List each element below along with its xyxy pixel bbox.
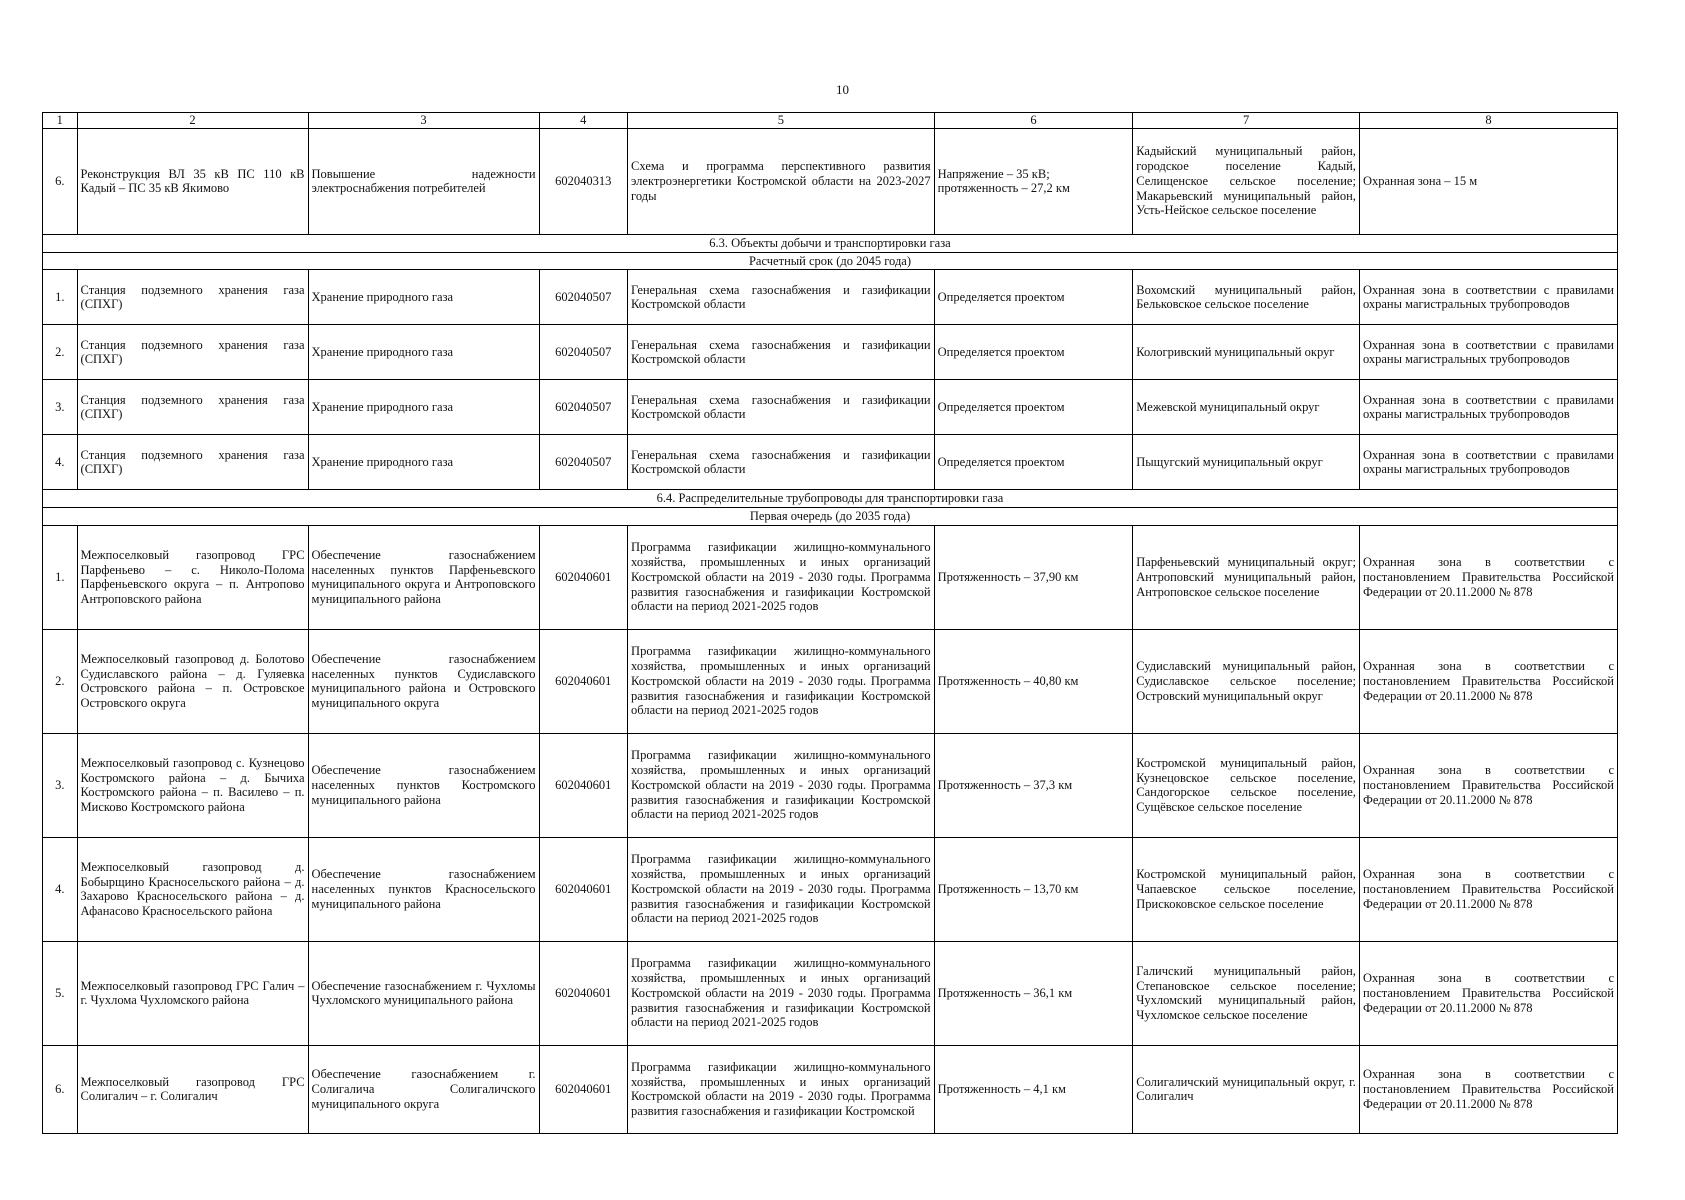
zone-info: Охранная зона в соответствии с постановлением Правительства Российской Федерации от 20.11.2000 № 878 (1359, 837, 1617, 941)
object-name: Станция подземного хранения газа (СПХГ) (77, 325, 308, 380)
table-row (43, 1045, 1618, 1133)
zone-info: Охранная зона в соответствии с постановлением Правительства Российской Федерации от 20.11.2000 № 878 (1359, 525, 1617, 629)
table-row (43, 325, 1618, 380)
row-number: 5. (43, 941, 78, 1045)
object-code: 602040601 (539, 525, 628, 629)
section-subtitle-row (43, 508, 1618, 526)
object-location: Галичский муниципальный район, Степановское сельское поселение; Чухломский муниципальный район, Чухломское сельское поселение (1133, 941, 1360, 1045)
object-purpose: Хранение природного газа (308, 435, 539, 490)
source-document: Программа газификации жилищно-коммунального хозяйства, промышленных и иных организаций Костромской области на 2019 - 2030 годы. Программа развития газоснабжения и газификации Костромской области на период 2021-2025 годов (628, 733, 935, 837)
object-location: Вохомский муниципальный район, Бельковское сельское поселение (1133, 270, 1360, 325)
source-document: Генеральная схема газоснабжения и газификации Костромской области (628, 435, 935, 490)
zone-info: Охранная зона в соответствии с постановлением Правительства Российской Федерации от 20.11.2000 № 878 (1359, 733, 1617, 837)
object-purpose: Обеспечение газоснабжением населенных пунктов Судиславского муниципального района и Островского муниципального округа (308, 629, 539, 733)
section-subtitle: Расчетный срок (до 2045 года) (43, 252, 1618, 270)
table-row (43, 837, 1618, 941)
table-row (43, 525, 1618, 629)
object-code: 602040601 (539, 837, 628, 941)
object-parameters: Определяется проектом (934, 270, 1133, 325)
row-number: 4. (43, 837, 78, 941)
object-parameters: Протяженность – 40,80 км (934, 629, 1133, 733)
object-name: Станция подземного хранения газа (СПХГ) (77, 380, 308, 435)
row-number: 6. (43, 128, 78, 234)
object-location: Парфеньевский муниципальный округ; Антроповский муниципальный район, Антроповское сельское поселение (1133, 525, 1360, 629)
object-location: Кадыйский муниципальный район, городское поселение Кадый, Селищенское сельское поселение; Макарьевский муниципальный район, Усть-Нейское сельское поселение (1133, 128, 1360, 234)
zone-info: Охранная зона в соответствии с правилами охраны магистральных трубопроводов (1359, 435, 1617, 490)
source-document: Программа газификации жилищно-коммунального хозяйства, промышленных и иных организаций Костромской области на 2019 - 2030 годы. Программа развития газоснабжения и газификации Костромской области на период 2021-2025 годов (628, 629, 935, 733)
object-parameters: Протяженность – 36,1 км (934, 941, 1133, 1045)
col-header: 3 (308, 113, 539, 129)
object-purpose: Обеспечение газоснабжением населенных пунктов Красносельского муниципального района (308, 837, 539, 941)
object-code: 602040601 (539, 941, 628, 1045)
object-name: Станция подземного хранения газа (СПХГ) (77, 435, 308, 490)
object-location: Кологривский муниципальный округ (1133, 325, 1360, 380)
source-document: Генеральная схема газоснабжения и газификации Костромской области (628, 270, 935, 325)
object-purpose: Обеспечение газоснабжением г. Солигалича Солигаличского муниципального округа (308, 1045, 539, 1133)
object-code: 602040507 (539, 435, 628, 490)
object-parameters: Протяженность – 37,90 км (934, 525, 1133, 629)
source-document: Генеральная схема газоснабжения и газификации Костромской области (628, 380, 935, 435)
object-parameters: Протяженность – 4,1 км (934, 1045, 1133, 1133)
source-document: Генеральная схема газоснабжения и газификации Костромской области (628, 325, 935, 380)
table-row (43, 380, 1618, 435)
table-row (43, 128, 1618, 234)
row-number: 1. (43, 525, 78, 629)
object-parameters: Протяженность – 37,3 км (934, 733, 1133, 837)
object-parameters: Определяется проектом (934, 380, 1133, 435)
source-document: Программа газификации жилищно-коммунального хозяйства, промышленных и иных организаций Костромской области на 2019 - 2030 годы. Программа развития газоснабжения и газификации Костромской области на период 2021-2025 годов (628, 525, 935, 629)
col-header: 4 (539, 113, 628, 129)
table-row (43, 941, 1618, 1045)
object-purpose: Обеспечение газоснабжением населенных пунктов Костромского муниципального района (308, 733, 539, 837)
zone-info: Охранная зона в соответствии с постановлением Правительства Российской Федерации от 20.11.2000 № 878 (1359, 629, 1617, 733)
object-name: Станция подземного хранения газа (СПХГ) (77, 270, 308, 325)
zone-info: Охранная зона в соответствии с постановлением Правительства Российской Федерации от 20.11.2000 № 878 (1359, 941, 1617, 1045)
object-parameters: Протяженность – 13,70 км (934, 837, 1133, 941)
object-name: Межпоселковый газопровод ГРС Парфеньево – с. Николо-Полома Парфеньевского округа – п. Антропово Антроповского района (77, 525, 308, 629)
object-code: 602040507 (539, 380, 628, 435)
object-name: Межпоселковый газопровод д. Болотово Судиславского района – д. Гуляевка Островского района – п. Островское Островского округа (77, 629, 308, 733)
col-header: 8 (1359, 113, 1617, 129)
object-code: 602040507 (539, 325, 628, 380)
row-number: 6. (43, 1045, 78, 1133)
object-purpose: Хранение природного газа (308, 325, 539, 380)
object-location: Межевской муниципальный округ (1133, 380, 1360, 435)
object-code: 602040601 (539, 733, 628, 837)
row-number: 3. (43, 733, 78, 837)
zone-info: Охранная зона – 15 м (1359, 128, 1617, 234)
col-header: 6 (934, 113, 1133, 129)
object-purpose: Повышение надежности электроснабжения потребителей (308, 128, 539, 234)
zone-info: Охранная зона в соответствии с правилами охраны магистральных трубопроводов (1359, 380, 1617, 435)
row-number: 1. (43, 270, 78, 325)
row-number: 3. (43, 380, 78, 435)
row-number: 2. (43, 325, 78, 380)
objects-table (42, 112, 1618, 1134)
source-document: Программа газификации жилищно-коммунального хозяйства, промышленных и иных организаций Костромской области на 2019 - 2030 годы. Программа развития газоснабжения и газификации Костромской области на период 2021-2025 годов (628, 941, 935, 1045)
object-code: 602040313 (539, 128, 628, 234)
object-code: 602040601 (539, 1045, 628, 1133)
object-name: Межпоселковый газопровод ГРС Солигалич – г. Солигалич (77, 1045, 308, 1133)
col-header: 5 (628, 113, 935, 129)
zone-info: Охранная зона в соответствии с постановлением Правительства Российской Федерации от 20.11.2000 № 878 (1359, 1045, 1617, 1133)
object-purpose: Обеспечение газоснабжением населенных пунктов Парфеньевского муниципального округа и Антроповского муниципального района (308, 525, 539, 629)
table-row (43, 435, 1618, 490)
zone-info: Охранная зона в соответствии с правилами охраны магистральных трубопроводов (1359, 325, 1617, 380)
section-subtitle: Первая очередь (до 2035 года) (43, 508, 1618, 526)
section-title-row (43, 234, 1618, 252)
object-purpose: Обеспечение газоснабжением г. Чухломы Чухломского муниципального района (308, 941, 539, 1045)
table-row (43, 270, 1618, 325)
source-document: Программа газификации жилищно-коммунального хозяйства, промышленных и иных организаций Костромской области на 2019 - 2030 годы. Программа развития газоснабжения и газификации Костромской (628, 1045, 935, 1133)
object-parameters: Определяется проектом (934, 435, 1133, 490)
object-purpose: Хранение природного газа (308, 380, 539, 435)
object-parameters: Напряжение – 35 кВ; протяженность – 27,2 км (934, 128, 1133, 234)
object-location: Судиславский муниципальный район, Судиславское сельское поселение; Островский муниципальный округ (1133, 629, 1360, 733)
section-title: 6.4. Распределительные трубопроводы для транспортировки газа (43, 490, 1618, 508)
row-number: 2. (43, 629, 78, 733)
object-name: Межпоселковый газопровод д. Бобырщино Красносельского района – д. Захарово Красносельского района – д. Афанасово Красносельского района (77, 837, 308, 941)
table-row (43, 733, 1618, 837)
object-name: Межпоселковый газопровод с. Кузнецово Костромского района – д. Бычиха Костромского района – п. Василево – п. Мисково Костромского района (77, 733, 308, 837)
row-number: 4. (43, 435, 78, 490)
col-header: 7 (1133, 113, 1360, 129)
section-title-row (43, 490, 1618, 508)
source-document: Схема и программа перспективного развития электроэнергетики Костромской области на 2023-2027 годы (628, 128, 935, 234)
table-header (43, 113, 1618, 129)
column-numbers-row (43, 113, 1618, 129)
object-location: Костромской муниципальный район, Кузнецовское сельское поселение, Сандогорское сельское поселение, Сущёвское сельское поселение (1133, 733, 1360, 837)
object-code: 602040507 (539, 270, 628, 325)
object-parameters: Определяется проектом (934, 325, 1133, 380)
col-header: 2 (77, 113, 308, 129)
table-row (43, 629, 1618, 733)
section-title: 6.3. Объекты добычи и транспортировки газа (43, 234, 1618, 252)
section-subtitle-row (43, 252, 1618, 270)
object-location: Солигаличский муниципальный округ, г. Солигалич (1133, 1045, 1360, 1133)
object-name: Межпоселковый газопровод ГРС Галич – г. Чухлома Чухломского района (77, 941, 308, 1045)
source-document: Программа газификации жилищно-коммунального хозяйства, промышленных и иных организаций Костромской области на 2019 - 2030 годы. Программа развития газоснабжения и газификации Костромской области на период 2021-2025 годов (628, 837, 935, 941)
object-purpose: Хранение природного газа (308, 270, 539, 325)
object-name: Реконструкция ВЛ 35 кВ ПС 110 кВ Кадый – ПС 35 кВ Якимово (77, 128, 308, 234)
zone-info: Охранная зона в соответствии с правилами охраны магистральных трубопроводов (1359, 270, 1617, 325)
object-code: 602040601 (539, 629, 628, 733)
col-header: 1 (43, 113, 78, 129)
object-location: Костромской муниципальный район, Чапаевское сельское поселение, Прискоковское сельское поселение (1133, 837, 1360, 941)
page-number: 10 (836, 82, 849, 97)
object-location: Пыщугский муниципальный округ (1133, 435, 1360, 490)
